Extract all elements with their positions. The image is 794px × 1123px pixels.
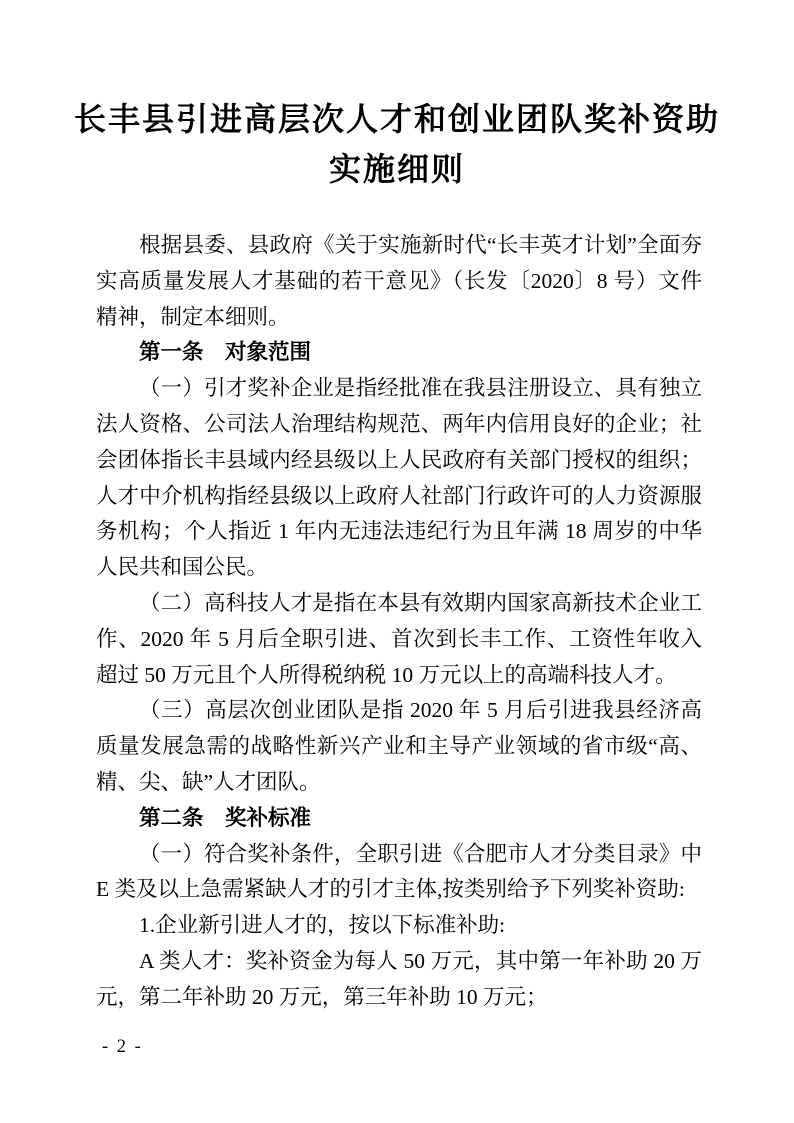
paragraph-article1-item1: （一）引才奖补企业是指经批准在我县注册设立、具有独立法人资格、公司法人治理结构规范、两年内信用良好的企业；社会团体指长丰县域内经县级以上人民政府有关部门授权的组织；人才中介机构指经县级以上政府人社部门行政许可的人力资源服务机构；个人指近 1 年内无违法违纪行为且年满 18 周岁的中华人民共和国公民。	[96, 376, 702, 580]
document-title	[56, 94, 738, 194]
document-title-line1: 长丰县引进高层次人才和创业团队奖补资助	[73, 101, 720, 137]
paragraph-article2-sub1: 1.企业新引进人才的，按以下标准补助:	[139, 913, 506, 938]
paragraph-article2-item1: （一）符合奖补条件，全职引进《合肥市人才分类目录》中 E 类及以上急需紧缺人才的引才主体,按类别给予下列奖补资助:	[96, 841, 702, 902]
section-heading-article-2: 第二条 奖补标准	[139, 805, 312, 830]
paragraph-article1-item3: （三）高层次创业团队是指 2020 年 5 月后引进我县经济高质量发展急需的战略性新兴产业和主导产业领域的省市级“高、精、尖、缺”人才团队。	[96, 698, 702, 794]
page-number: - 2 -	[102, 1037, 143, 1057]
document-title-line2: 实施细则	[328, 151, 465, 187]
paragraph-intro: 根据县委、县政府《关于实施新时代“长丰英才计划”全面夯实高质量发展人才基础的若干意见》（长发〔2020〕8 号）文件精神，制定本细则。	[96, 233, 702, 329]
paragraph-article1-item2: （二）高科技人才是指在本县有效期内国家高新技术企业工作、2020 年 5 月后全职引进、首次到长丰工作、工资性年收入超过 50 万元且个人所得税纳税 10 万元以上的高端科技人才。	[96, 590, 702, 687]
document-body	[96, 228, 702, 1016]
section-heading-article-1: 第一条 对象范围	[139, 340, 312, 365]
paragraph-article2-class-a: A 类人才：奖补资金为每人 50 万元，其中第一年补助 20 万元，第二年补助 20 万元，第三年补助 10 万元；	[96, 948, 702, 1009]
